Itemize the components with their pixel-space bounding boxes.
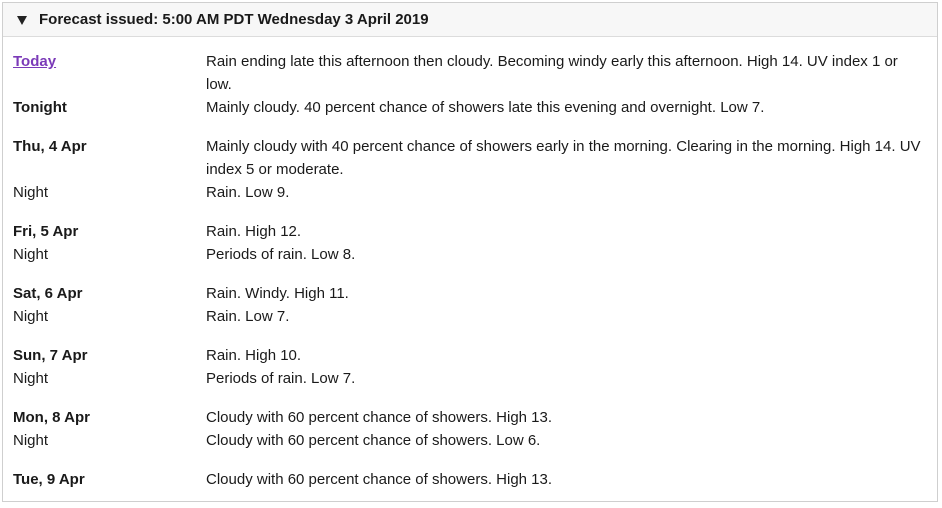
- forecast-row-mon-night: [13, 429, 933, 452]
- period-label: Fri, 5 Apr: [13, 223, 79, 240]
- forecast-text: Cloudy with 60 percent chance of showers. High 13.: [206, 409, 553, 426]
- forecast-group-fri: [13, 220, 933, 266]
- period-label: Night: [13, 370, 49, 387]
- forecast-panel: [2, 2, 938, 502]
- forecast-group-sat: [13, 282, 933, 328]
- forecast-text: Cloudy with 60 percent chance of showers. Low 6.: [206, 432, 541, 449]
- period-label: Thu, 4 Apr: [13, 138, 87, 155]
- forecast-group-today: [13, 50, 933, 119]
- forecast-text: Mainly cloudy. 40 percent chance of showers late this evening and overnight. Low 7.: [206, 99, 765, 116]
- forecast-text: Rain. Windy. High 11.: [206, 285, 349, 302]
- forecast-text: Mainly cloudy with 40 percent chance of showers early in the morning. Clearing in the morning. High 14. UV index 5 or moderate.: [206, 138, 921, 178]
- period-label: Night: [13, 184, 49, 201]
- forecast-row-thu-night: [13, 181, 933, 204]
- forecast-group-sun: [13, 344, 933, 390]
- today-link[interactable]: Today: [13, 53, 57, 70]
- forecast-text: Rain ending late this afternoon then cloudy. Becoming windy early this afternoon. High 14. UV index 1 or low.: [206, 53, 898, 93]
- forecast-text: Cloudy with 60 percent chance of showers. High 13.: [206, 471, 553, 488]
- forecast-list: [13, 50, 933, 507]
- period-label: Night: [13, 308, 49, 325]
- period-label: Night: [13, 246, 49, 263]
- period-label: [13, 50, 206, 96]
- disclosure-triangle-icon[interactable]: [17, 16, 27, 25]
- period-label: Sat, 6 Apr: [13, 285, 83, 302]
- forecast-text: Rain. Low 7.: [206, 308, 290, 325]
- forecast-text: Rain. High 10.: [206, 347, 302, 364]
- forecast-text: Rain. Low 9.: [206, 184, 290, 201]
- forecast-text: Periods of rain. Low 7.: [206, 370, 356, 387]
- period-label: Tue, 9 Apr: [13, 471, 85, 488]
- period-label: Sun, 7 Apr: [13, 347, 88, 364]
- forecast-group-thu: [13, 135, 933, 204]
- forecast-group-tue: [13, 468, 933, 491]
- forecast-row-tonight: [13, 96, 933, 119]
- forecast-row-thu: [13, 135, 933, 181]
- forecast-group-mon: [13, 406, 933, 452]
- period-label: Mon, 8 Apr: [13, 409, 90, 426]
- forecast-row-fri-night: [13, 243, 933, 266]
- period-label: Tonight: [13, 99, 67, 116]
- forecast-disclosure-header[interactable]: [3, 3, 937, 37]
- forecast-row-sat: [13, 282, 933, 305]
- forecast-row-fri: [13, 220, 933, 243]
- forecast-row-sat-night: [13, 305, 933, 328]
- forecast-row-mon: [13, 406, 933, 429]
- forecast-row-sun-night: [13, 367, 933, 390]
- forecast-issued-label: Forecast issued: 5:00 AM PDT Wednesday 3 April 2019: [39, 11, 429, 28]
- forecast-row-today: [13, 50, 933, 96]
- forecast-text: Periods of rain. Low 8.: [206, 246, 356, 263]
- forecast-row-sun: [13, 344, 933, 367]
- forecast-text: Rain. High 12.: [206, 223, 302, 240]
- forecast-row-tue: [13, 468, 933, 491]
- period-label: Night: [13, 432, 49, 449]
